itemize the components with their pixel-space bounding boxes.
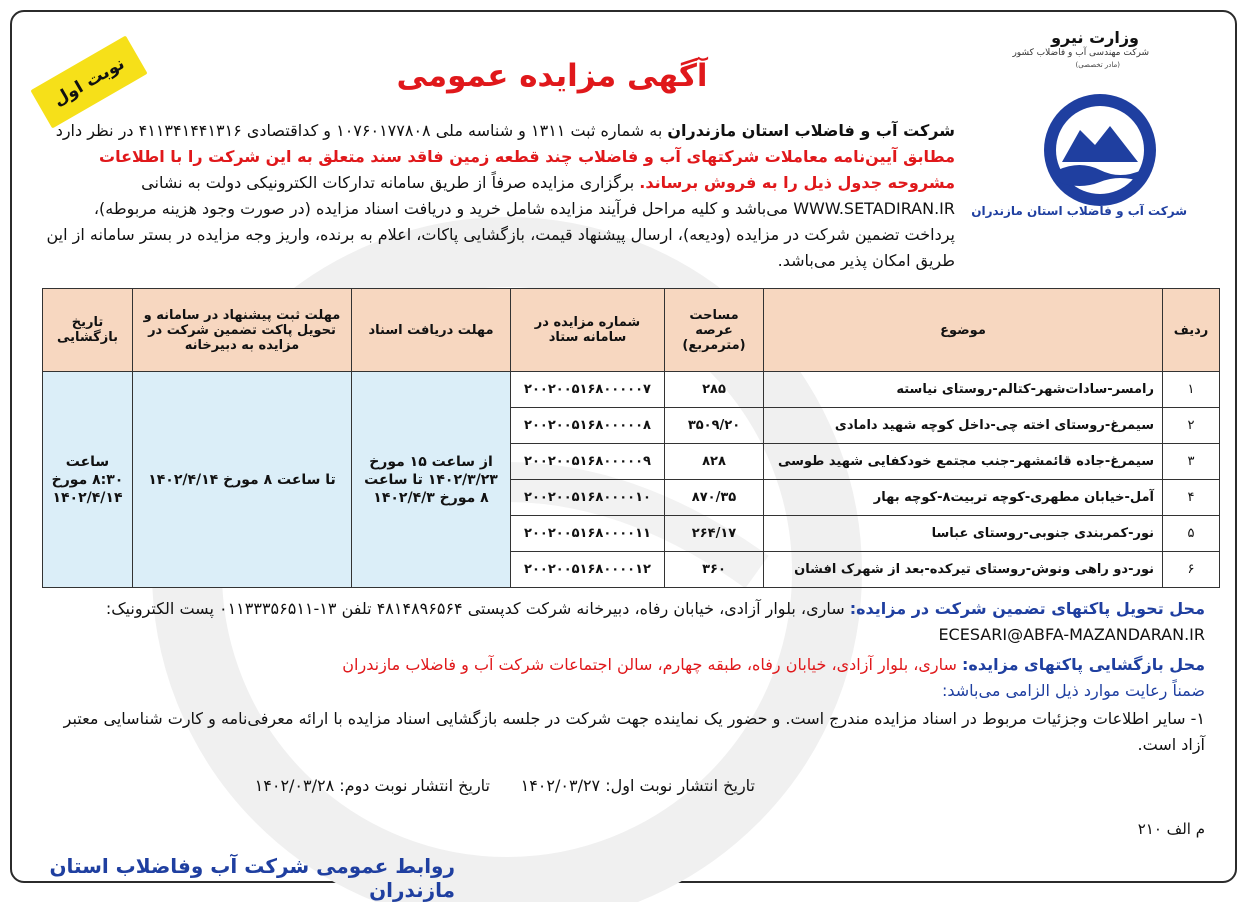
col-header-subject: موضوع bbox=[764, 289, 1163, 372]
intro-paragraph bbox=[42, 118, 1205, 274]
row-number: ۲ bbox=[1163, 408, 1220, 444]
bid-deadline: تا ساعت ۸ مورخ ۱۴۰۲/۴/۱۴ bbox=[133, 372, 352, 588]
row-number: ۵ bbox=[1163, 516, 1220, 552]
row-subject: رامسر-سادات‌شهر-کتالم-روستای نیاسته bbox=[764, 372, 1163, 408]
note-label: ضمناً رعایت موارد ذیل الزامی می‌باشد: bbox=[941, 681, 1205, 700]
row-area: ۸۷۰/۳۵ bbox=[665, 480, 764, 516]
first-publication-stamp: نوبت اول bbox=[30, 35, 147, 128]
col-header-document-deadline: مهلت دریافت اسناد bbox=[352, 289, 511, 372]
second-publication-date: تاریخ انتشار نوبت دوم: ۱۴۰۲/۰۳/۲۸ bbox=[254, 776, 490, 795]
opening-date: ساعت ۸:۳۰ مورخ ۱۴۰۲/۴/۱۴ bbox=[43, 372, 133, 588]
row-area: ۲۸۵ bbox=[665, 372, 764, 408]
row-area: ۳۶۰ bbox=[665, 552, 764, 588]
company-registration: به شماره ثبت ۱۳۱۱ و شناسه ملی ۱۰۷۶۰۱۷۷۸۰۸ و کداقتصادی ۴۱۱۳۴۱۴۴۱۳۱۶ در نظر دارد bbox=[55, 121, 668, 140]
public-relations-signature: روابط عمومی شرکت آب وفاضلاب استان مازندران bbox=[49, 854, 455, 902]
row-subject: نور-کمربندی جنوبی-روستای عباسا bbox=[764, 516, 1163, 552]
col-header-row-number: ردیف bbox=[1163, 289, 1220, 372]
row-auction-number: ۲۰۰۲۰۰۵۱۶۸۰۰۰۰۰۸ bbox=[511, 408, 665, 444]
delivery-label: محل تحویل پاکتهای تضمین شرکت در مزایده: bbox=[849, 599, 1205, 618]
logo-caption: شرکت آب و فاضلاب استان مازندران bbox=[971, 204, 1187, 218]
document-deadline: از ساعت ۱۵ مورخ ۱۴۰۲/۳/۲۳ تا ساعت ۸ مورخ ۱۴۰۲/۴/۳ bbox=[352, 372, 511, 588]
row-auction-number: ۲۰۰۲۰۰۵۱۶۸۰۰۰۰۰۷ bbox=[511, 372, 665, 408]
row-number: ۶ bbox=[1163, 552, 1220, 588]
row-auction-number: ۲۰۰۲۰۰۵۱۶۸۰۰۰۰۱۰ bbox=[511, 480, 665, 516]
note-item-1: ۱- سایر اطلاعات وجزئیات مربوط در اسناد مزایده مندرج است. و حضور یک نماینده جهت شرکت در جلسه بازگشایی اسناد مزایده با ارائه معرفی‌نامه و کارت شناسایی معتبر آزاد است. bbox=[63, 709, 1205, 754]
opening-location bbox=[42, 652, 1205, 678]
ministry-name: وزارت نیرو bbox=[1051, 28, 1139, 47]
col-header-bid-deadline: مهلت ثبت پیشنهاد در سامانه و تحویل پاکت تضمین شرکت در مزایده به دبیرخانه bbox=[133, 289, 352, 372]
row-number: ۳ bbox=[1163, 444, 1220, 480]
auction-subject-text: مطابق آیین‌نامه معاملات شرکتهای آب و فاضلاب چند قطعه زمین فاقد سند متعلق به این شرکت را با اطلاعات مشروحه جدول ذیل را به فروش برساند. bbox=[99, 147, 955, 192]
ministry-subtitle: شرکت مهندسی آب و فاضلاب کشور bbox=[1012, 48, 1149, 58]
row-auction-number: ۲۰۰۲۰۰۵۱۶۸۰۰۰۰۱۱ bbox=[511, 516, 665, 552]
page-title: آگهی مزایده عمومی bbox=[396, 58, 708, 94]
advertisement-frame bbox=[10, 10, 1237, 902]
col-header-auction-number: شماره مزایده در سامانه ستاد bbox=[511, 289, 665, 372]
delivery-info bbox=[42, 596, 1205, 622]
auction-procedure-text: برگزاری مزایده صرفاً از طریق سامانه تدارکات الکترونیکی دولت به نشانی WWW.SETADIRAN.IR می‌باشد و کلیه مراحل فرآیند مزایده شامل خرید و دریافت اسناد مزایده (در صورت وجود هزینه مربوطه)، پرداخت تضمین شرکت در مزایده (ودیعه)، ارسال پیشنهاد قیمت، بازگشایی پاکات، اعلام به برنده، واریز وجه مزایده در بستر سامانه از این طریق امکان پذیر می‌باشد. bbox=[46, 173, 955, 270]
table-row bbox=[43, 372, 1220, 408]
first-publication-date: تاریخ انتشار نوبت اول: ۱۴۰۲/۰۳/۲۷ bbox=[520, 776, 755, 795]
row-subject: نور-دو راهی ونوش-روستای تیرکده-بعد از شهرک افشان bbox=[764, 552, 1163, 588]
row-auction-number: ۲۰۰۲۰۰۵۱۶۸۰۰۰۰۰۹ bbox=[511, 444, 665, 480]
row-subject: سیمرغ-جاده قائمشهر-جنب مجتمع خودکفایی شهید طوسی bbox=[764, 444, 1163, 480]
row-subject: آمل-خیابان مطهری-کوچه تربیت۸-کوچه بهار bbox=[764, 480, 1163, 516]
row-subject: سیمرغ-روستای اخته چی-داخل کوچه شهید دامادی bbox=[764, 408, 1163, 444]
reference-code: م الف ۲۱۰ bbox=[1137, 820, 1205, 838]
row-number: ۴ bbox=[1163, 480, 1220, 516]
opening-location-text: ساری، بلوار آزادی، خیابان رفاه، طبقه چهارم، سالن اجتماعات شرکت آب و فاضلاب مازندران bbox=[342, 655, 963, 674]
row-area: ۲۶۴/۱۷ bbox=[665, 516, 764, 552]
auction-items-table bbox=[42, 288, 1220, 588]
delivery-text: ساری، بلوار آزادی، خیابان رفاه، دبیرخانه شرکت کدپستی ۴۸۱۴۸۹۶۵۶۴ تلفن ۱۳-۰۱۱۳۳۳۵۶۵۱۱ پست الکترونیک: bbox=[105, 599, 850, 618]
contact-email: ECESARI@ABFA-MAZANDARAN.IR bbox=[938, 625, 1205, 644]
opening-location-label: محل بازگشایی پاکتهای مزایده: bbox=[962, 655, 1205, 674]
ministry-subtitle-2: (مادر تخصصی) bbox=[1075, 61, 1120, 69]
row-area: ۸۲۸ bbox=[665, 444, 764, 480]
row-number: ۱ bbox=[1163, 372, 1220, 408]
table-header-row bbox=[43, 289, 1220, 372]
company-name: شرکت آب و فاضلاب استان مازندران bbox=[667, 121, 955, 140]
row-area: ۳۵۰۹/۲۰ bbox=[665, 408, 764, 444]
row-auction-number: ۲۰۰۲۰۰۵۱۶۸۰۰۰۰۱۲ bbox=[511, 552, 665, 588]
col-header-area: مساحت عرصه (مترمربع) bbox=[665, 289, 764, 372]
col-header-opening-date: تاریخ بازگشایی bbox=[43, 289, 133, 372]
